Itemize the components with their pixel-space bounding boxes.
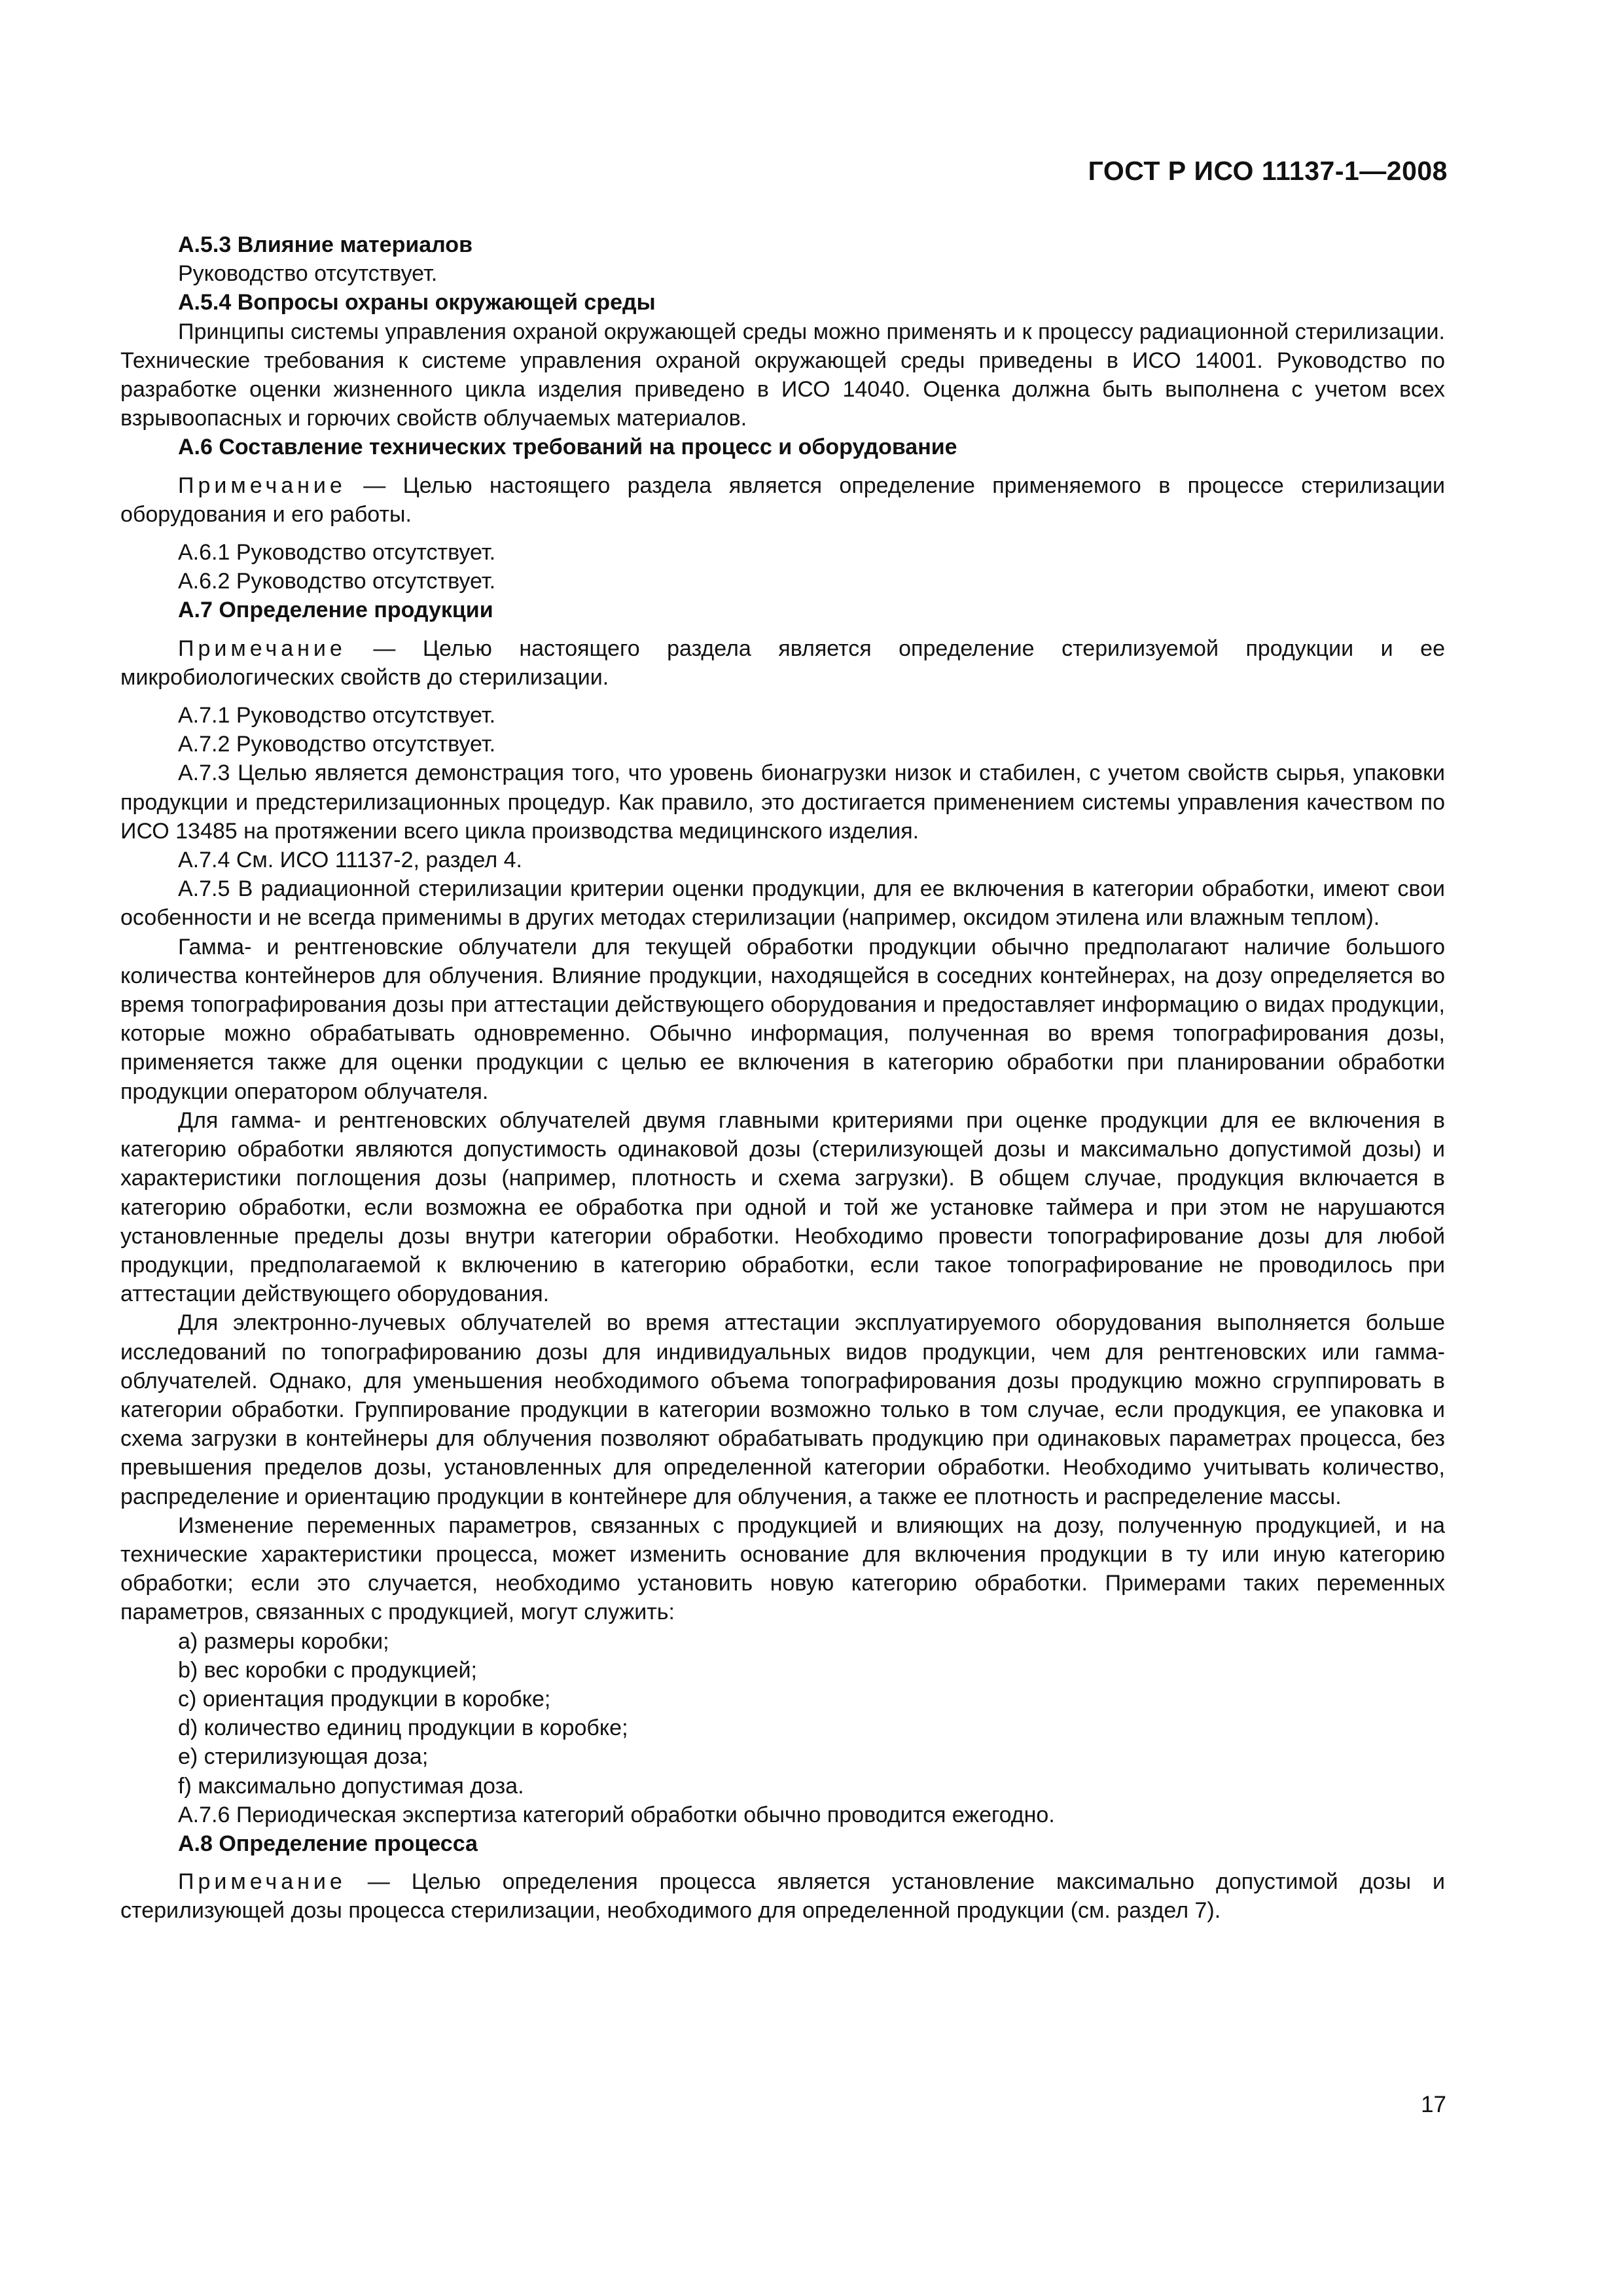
note-text: — Целью определения процесса является установление максимально допустимой дозы и стерилизующей дозы процесса стерилизации, необходимого для определенной продукции (см. раздел 7). bbox=[120, 1869, 1445, 1924]
body-paragraph: А.7.5 В радиационной стерилизации критерии оценки продукции, для ее включения в категории обработки, имеют свои особенности и не всегда применимы в других методах стерилизации (например, оксидом этилена или влажным теплом). bbox=[120, 876, 1445, 931]
section-heading: А.5.3 Влияние материалов bbox=[178, 232, 473, 257]
body-paragraph: f) максимально допустимая доза. bbox=[178, 1773, 524, 1799]
section-heading: А.5.4 Вопросы охраны окружающей среды bbox=[178, 290, 656, 315]
body-paragraph: А.7.1 Руководство отсутствует. bbox=[178, 703, 496, 728]
body-paragraph: b) вес коробки с продукцией; bbox=[178, 1657, 477, 1683]
note-label: Примечание bbox=[178, 636, 346, 661]
section-heading: А.7 Определение продукции bbox=[178, 598, 493, 623]
body-paragraph: Изменение переменных параметров, связанных с продукцией и влияющих на дозу, полученную продукцией, и на технические характеристики процесса, может изменить основание для включения продукции в ту или иную категорию обработки; если это случается, необходимо установить новую категорию обработки. Примерами таких переменных параметров, связанных с продукцией, могут служить: bbox=[120, 1513, 1445, 1625]
section-heading: А.6 Составление технических требований на процесс и оборудование bbox=[178, 435, 957, 460]
body-paragraph: Принципы системы управления охраной окружающей среды можно применять и к процессу радиационной стерилизации. Технические требования к системе управления охраной окружающей среды приведены в ИСО 14001. Руководство по разработке оценки жизненного цикла изделия приведено в ИСО 14040. Оценка должна быть выполнена с учетом всех взрывоопасных и горючих свойств облучаемых материалов. bbox=[120, 319, 1445, 431]
body-paragraph: А.6.2 Руководство отсутствует. bbox=[178, 569, 496, 594]
body-paragraph: А.7.4 См. ИСО 11137-2, раздел 4. bbox=[178, 848, 522, 873]
note-label: Примечание bbox=[178, 1869, 346, 1895]
document-code-header: ГОСТ Р ИСО 11137-1—2008 bbox=[1088, 156, 1448, 186]
body-paragraph: e) стерилизующая доза; bbox=[178, 1744, 429, 1770]
note-label: Примечание bbox=[178, 473, 346, 498]
body-paragraph: Для электронно-лучевых облучателей во время аттестации эксплуатируемого оборудования выполняется больше исследований по топографированию дозы для индивидуальных видов продукции, чем для рентгеновских или гамма-облучателей. Однако, для уменьшения необходимого объема топографирования дозы продукцию можно сгруппировать в категории обработки. Группирование продукции в категории возможно только в том случае, если продукция, ее упаковка и схема загрузки в контейнеры для облучения позволяют обрабатывать продукцию при одинаковых параметрах процесса, без превышения пределов дозы, установленных для определенной категории обработки. Необходимо учитывать количество, распределение и ориентацию продукции в контейнере для облучения, а также ее плотность и распределение массы. bbox=[120, 1310, 1445, 1509]
body-paragraph: А.7.2 Руководство отсутствует. bbox=[178, 732, 496, 757]
note-paragraph bbox=[120, 1867, 1445, 1925]
note-paragraph bbox=[120, 634, 1445, 692]
note-text: — Целью настоящего раздела является определение применяемого в процессе стерилизации оборудования и его работы. bbox=[120, 473, 1445, 527]
body-paragraph: А.7.3 Целью является демонстрация того, что уровень бионагрузки низок и стабилен, с учетом свойств сырья, упаковки продукции и предстерилизационных процедур. Как правило, это достигается применением системы управления качеством по ИСО 13485 на протяжении всего цикла производства медицинского изделия. bbox=[120, 761, 1445, 844]
body-paragraph: c) ориентация продукции в коробке; bbox=[178, 1686, 551, 1712]
note-paragraph bbox=[120, 471, 1445, 529]
body-paragraph: А.7.6 Периодическая экспертиза категорий обработки обычно проводится ежегодно. bbox=[178, 1802, 1055, 1827]
body-paragraph: Для гамма- и рентгеновских облучателей двумя главными критериями при оценке продукции для ее включения в категорию обработки являются допустимость одинаковой дозы (стерилизующей дозы и максимально допустимой дозы) и характеристики поглощения дозы (например, плотность и схема загрузки). В общем случае, продукция включается в категорию обработки, если возможна ее обработка при одной и той же установке таймера и при этом не нарушаются установленные пределы дозы внутри категории обработки. Необходимо провести топографирование дозы для любой продукции, предполагаемой к включению в категорию обработки, если такое топографирование не проводилось при аттестации действующего оборудования. bbox=[120, 1107, 1445, 1307]
note-text: — Целью настоящего раздела является определение стерилизуемой продукции и ее микробиологических свойств до стерилизации. bbox=[120, 636, 1445, 690]
body-paragraph: d) количество единиц продукции в коробке; bbox=[178, 1715, 628, 1741]
body-paragraph: a) размеры коробки; bbox=[178, 1628, 389, 1654]
body-paragraph: Гамма- и рентгеновские облучатели для текущей обработки продукции обычно предполагают наличие большого количества контейнеров для облучения. Влияние продукции, находящейся в соседних контейнерах, на дозу определяется во время топографирования дозы при аттестации действующего оборудования и предоставляет информацию о видах продукции, которые можно обрабатывать одновременно. Обычно информация, полученная во время топографирования дозы, применяется также для оценки продукции с целью ее включения в категорию обработки при планировании обработки продукции оператором облучателя. bbox=[120, 934, 1445, 1104]
body-paragraph: Руководство отсутствует. bbox=[178, 261, 438, 287]
body-paragraph: А.6.1 Руководство отсутствует. bbox=[178, 540, 496, 565]
page-number: 17 bbox=[1421, 2092, 1446, 2117]
section-heading: А.8 Определение процесса bbox=[178, 1831, 478, 1856]
document-body bbox=[120, 230, 1445, 1935]
